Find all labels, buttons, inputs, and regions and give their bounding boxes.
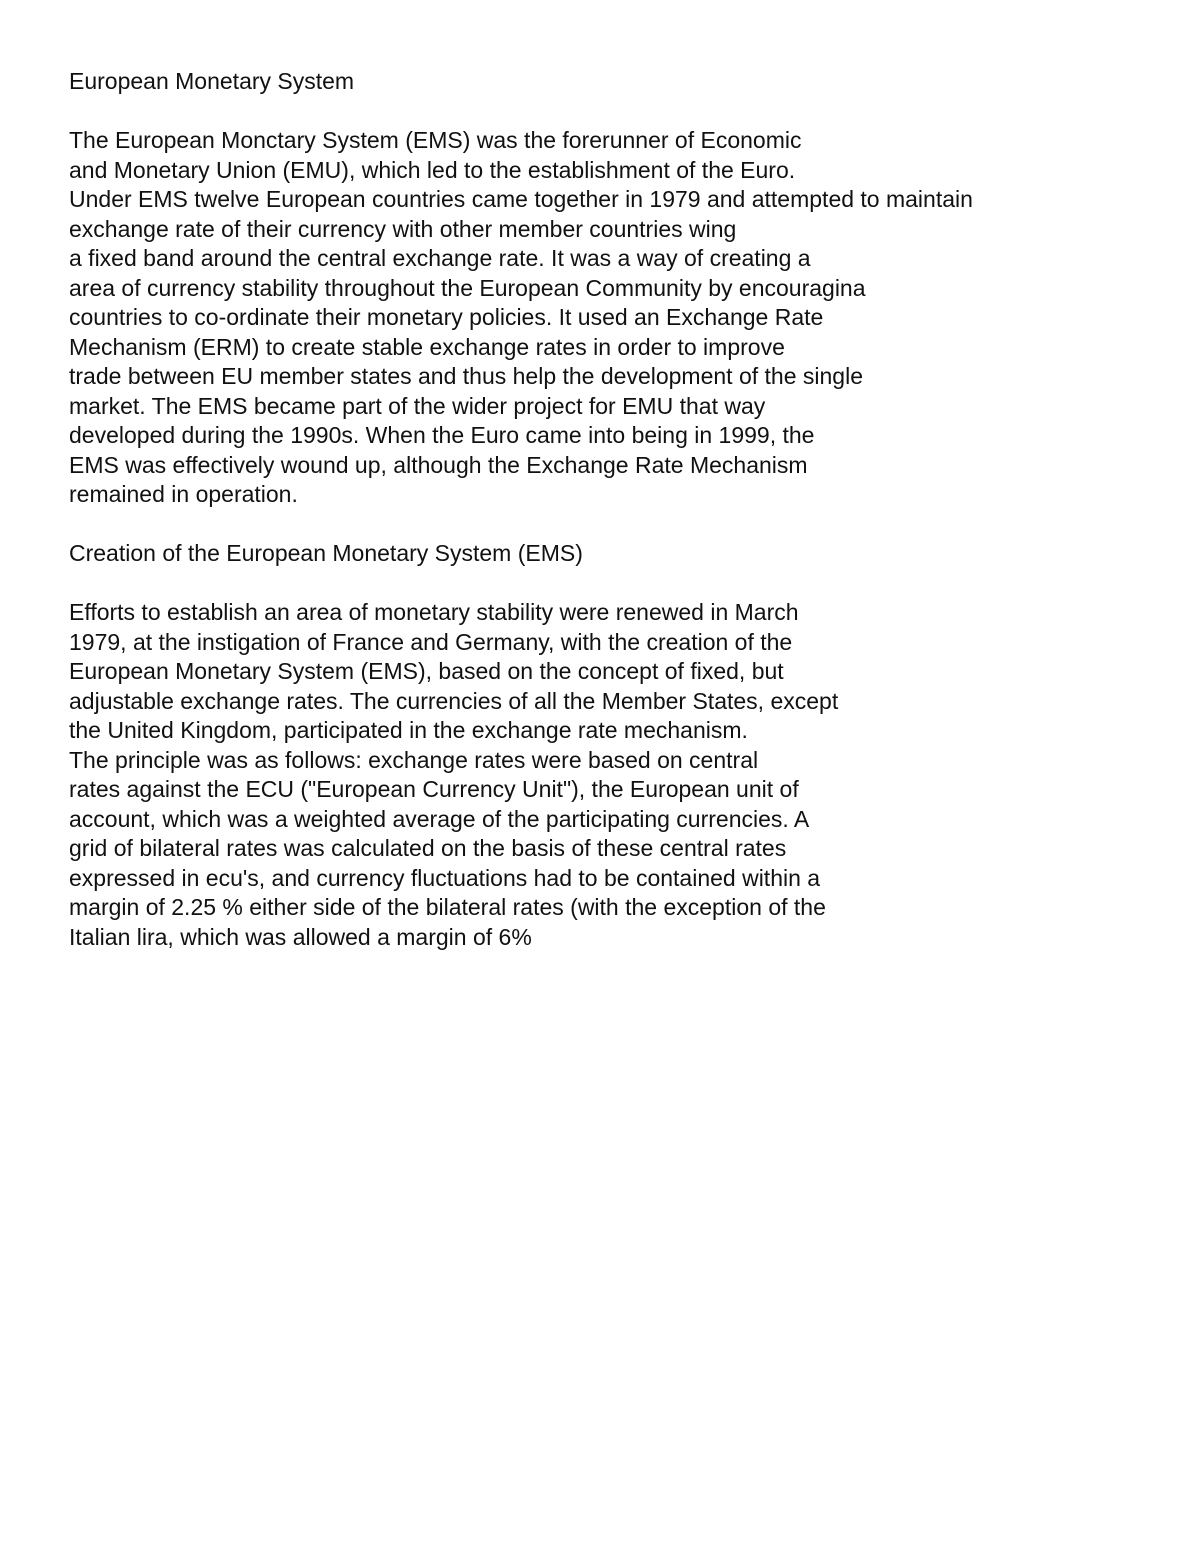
text-line: account, which was a weighted average of the participating currencies. A [69, 805, 810, 832]
text-line: EMS was effectively wound up, although the Exchange Rate Mechanism [69, 451, 808, 478]
text-line: market. The EMS became part of the wider project for EMU that way [69, 392, 766, 419]
text-line: Efforts to establish an area of monetary stability were renewed in March [69, 599, 799, 625]
document-content [69, 67, 1179, 952]
text-line: trade between EU member states and thus help the development of the single [69, 363, 863, 389]
text-line: expressed in ecu's, and currency fluctuations had to be contained within a [69, 864, 821, 891]
section-heading: Creation of the European Monetary System (EMS) [69, 540, 583, 566]
document-title: European Monetary System [69, 68, 355, 94]
text-line: and Monetary Union (EMU), which led to the establishment of the Euro. [69, 156, 796, 183]
text-line: a fixed band around the central exchange rate. It was a way of creating a [69, 245, 811, 271]
paragraph-ems-overview [69, 126, 1179, 510]
text-line: Under EMS twelve European countries came together in 1979 and attempted to maintain [69, 186, 973, 212]
text-line: the United Kingdom, participated in the exchange rate mechanism. [69, 717, 748, 743]
text-line: area of currency stability throughout the European Community by encouragina [69, 274, 866, 301]
text-line: remained in operation. [69, 481, 298, 507]
spacer [69, 97, 1179, 127]
text-line: The European Monctary System (EMS) was the forerunner of Economic [69, 127, 802, 153]
text-line: 1979, at the instigation of France and Germany, with the creation of the [69, 628, 793, 655]
text-line: European Monetary System (EMS), based on the concept of fixed, but [69, 658, 784, 684]
text-line: margin of 2.25 % either side of the bilateral rates (with the exception of the [69, 894, 826, 920]
text-line: adjustable exchange rates. The currencies of all the Member States, except [69, 687, 839, 714]
text-line: developed during the 1990s. When the Euro came into being in 1999, the [69, 422, 815, 448]
text-line: Mechanism (ERM) to create stable exchange rates in order to improve [69, 333, 785, 360]
text-line: countries to co-ordinate their monetary policies. It used an Exchange Rate [69, 304, 824, 330]
text-line: The principle was as follows: exchange rates were based on central [69, 746, 759, 773]
text-line: Italian lira, which was allowed a margin of 6% [69, 923, 532, 950]
text-line: grid of bilateral rates was calculated on the basis of these central rates [69, 835, 787, 861]
spacer [69, 569, 1179, 599]
text-line: rates against the ECU ("European Currency Unit"), the European unit of [69, 776, 799, 802]
text-line: exchange rate of their currency with other member countries wing [69, 215, 737, 242]
paragraph-ems-creation [69, 598, 1179, 952]
spacer [69, 510, 1179, 540]
